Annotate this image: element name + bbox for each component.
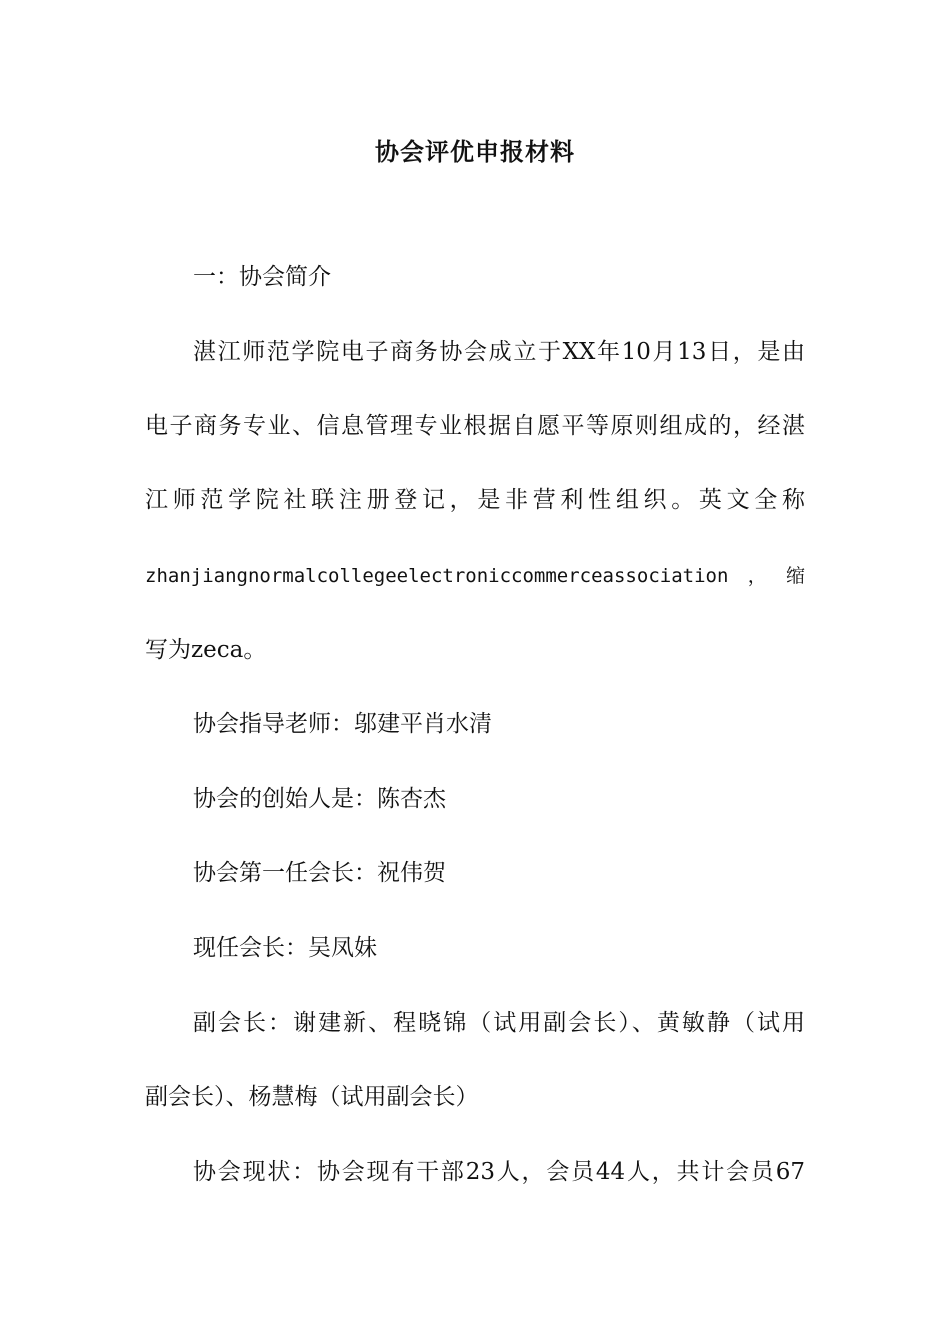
current-president-line: 现任会长：吴凤妹	[193, 935, 377, 961]
intro-line-1: 湛江师范学院电子商务协会成立于XX年10月13日，是由	[193, 339, 805, 365]
advisors-line: 协会指导老师：邬建平肖水清	[193, 711, 492, 737]
first-president-line: 协会第一任会长：祝伟贺	[193, 860, 446, 886]
section-heading: 一：协会简介	[193, 264, 331, 290]
founder-line: 协会的创始人是：陈杏杰	[193, 786, 446, 812]
english-name: zhanjiangnormalcollegeelectroniccommerceassociation，缩	[145, 565, 805, 587]
vice-presidents-line-2: 副会长）、杨慧梅（试用副会长）	[145, 1084, 479, 1110]
intro-line-5: 写为zeca。	[145, 637, 267, 663]
status-line: 协会现状：协会现有干部23人，会员44人，共计会员67	[193, 1159, 805, 1185]
document-title: 协会评优申报材料	[375, 137, 575, 166]
intro-line-4	[145, 555, 805, 596]
intro-line-2: 电子商务专业、信息管理专业根据自愿平等原则组成的，经湛	[145, 413, 805, 439]
intro-line-3: 江师范学院社联注册登记，是非营利性组织。英文全称	[145, 487, 805, 513]
vice-presidents-line-1: 副会长：谢建新、程晓锦（试用副会长）、黄敏静（试用	[193, 1010, 805, 1036]
